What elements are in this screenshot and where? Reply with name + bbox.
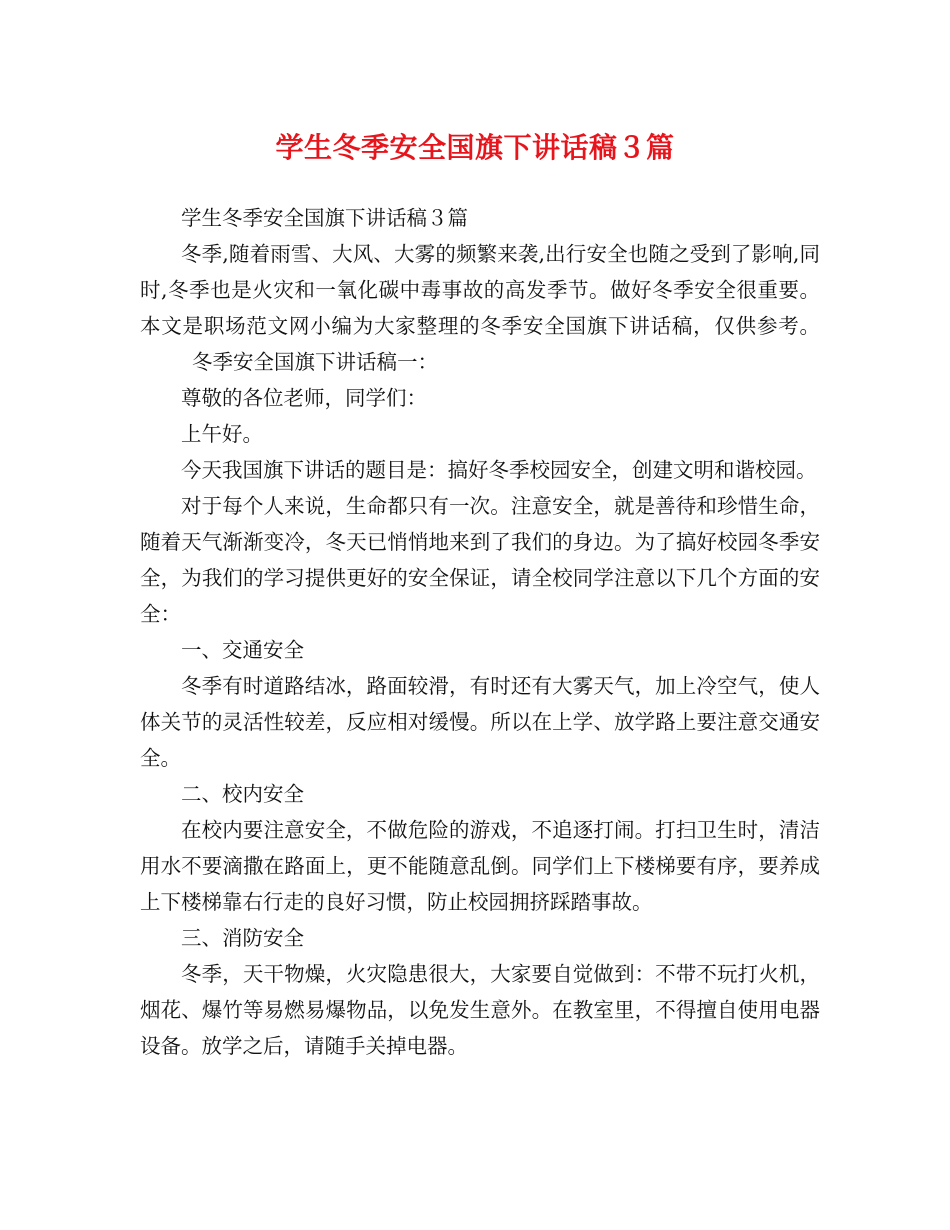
paragraph-campus-safety: 在校内要注意安全，不做危险的游戏，不追逐打闹。打扫卫生时，清洁用水不要滴撒在路面上，更不能随意乱倒。同学们上下楼梯要有序，要养成上下楼梯靠右行走的良好习惯，防止校园拥挤踩踏事故。 (140, 818, 820, 914)
heading-campus-safety: 二、校内安全 (181, 782, 304, 806)
document-title: 学生冬季安全国旗下讲话稿３篇 (275, 131, 675, 164)
paragraph-good-morning: 上午好。 (181, 422, 263, 446)
paragraph-intro (140, 236, 820, 380)
paragraph-traffic-safety: 冬季有时道路结冰，路面较滑，有时还有大雾天气，加上冷空气，使人体关节的灵活性较差，反应相对缓慢。所以在上学、放学路上要注意交通安全。 (140, 674, 820, 770)
paragraph-subtitle: 学生冬季安全国旗下讲话稿３篇 (181, 206, 468, 230)
section-heading-speech-one: 冬季安全国旗下讲话稿一： (192, 350, 438, 374)
intro-text: 冬季,随着雨雪、大风、大雾的频繁来袭,出行安全也随之受到了影响,同时,冬季也是火灾和一氧化碳中毒事故的高发季节。做好冬季安全很重要。本文是职场范文网小编为大家整理的冬季安全国旗下讲话稿，仅供参考。 (140, 242, 820, 338)
paragraph-topic: 今天我国旗下讲话的题目是：搞好冬季校园安全，创建文明和谐校园。 (181, 458, 817, 482)
document-body (140, 200, 820, 1064)
heading-fire-safety: 三、消防安全 (181, 926, 304, 950)
paragraph-life-safety: 对于每个人来说，生命都只有一次。注意安全，就是善待和珍惜生命，随着天气渐渐变冷，冬天已悄悄地来到了我们的身边。为了搞好校园冬季安全，为我们的学习提供更好的安全保证，请全校同学注意以下几个方面的安全： (140, 494, 820, 626)
heading-traffic-safety: 一、交通安全 (181, 638, 304, 662)
paragraph-fire-safety: 冬季，天干物燥，火灾隐患很大，大家要自觉做到：不带不玩打火机，烟花、爆竹等易燃易爆物品，以免发生意外。在教室里，不得擅自使用电器设备。放学之后，请随手关掉电器。 (140, 962, 820, 1058)
paragraph-greeting: 尊敬的各位老师，同学们： (181, 386, 427, 410)
